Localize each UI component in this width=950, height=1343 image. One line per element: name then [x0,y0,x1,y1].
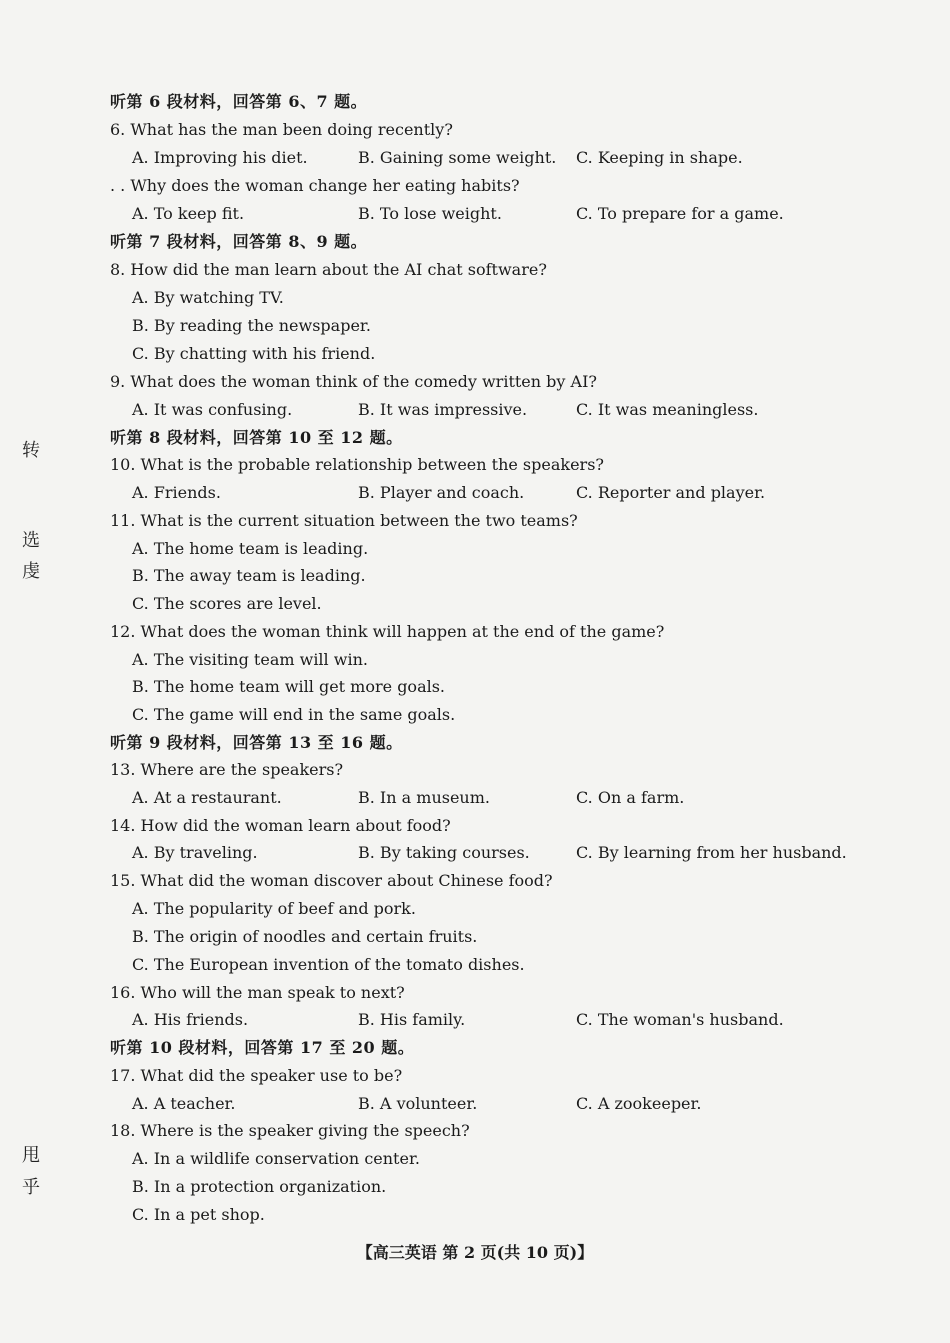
answer-option: C. Reporter and player. [576,483,766,502]
answer-option: C. It was meaningless. [576,400,759,419]
question-text: 15. What did the woman discover about Chinese food? [110,871,553,890]
answer-option: B. The away team is leading. [132,566,366,585]
question-text: 6. What has the man been doing recently? [110,120,453,139]
answer-option: A. His friends. [132,1010,249,1029]
margin-mark: 乎 [22,1177,40,1198]
answer-option: B. Player and coach. [358,483,525,502]
answer-option: A. By watching TV. [132,288,284,307]
answer-option: A. Friends. [132,483,221,502]
answer-option: B. A volunteer. [358,1094,478,1113]
question-text: 17. What did the speaker use to be? [110,1066,403,1085]
question-text: 9. What does the woman think of the comedy written by AI? [110,372,597,391]
answer-option: C. Keeping in shape. [576,148,743,167]
answer-option: C. On a farm. [576,788,685,807]
question-text: 18. Where is the speaker giving the speech? [110,1121,470,1140]
answer-option: C. The scores are level. [132,594,322,613]
margin-mark: 选 [22,530,40,551]
answer-option: B. The home team will get more goals. [132,677,446,696]
question-text: 10. What is the probable relationship between the speakers? [110,455,604,474]
question-text: 8. How did the man learn about the AI chat software? [110,260,547,279]
question-text: 12. What does the woman think will happen at the end of the game? [110,622,665,641]
section-heading: 听第 6 段材料，回答第 6、7 题。 [110,92,368,111]
answer-option: A. At a restaurant. [132,788,282,807]
answer-option: A. It was confusing. [132,400,293,419]
answer-option: B. In a protection organization. [132,1177,387,1196]
question-text: 11. What is the current situation between the two teams? [110,511,578,530]
question-text: 14. How did the woman learn about food? [110,816,451,835]
answer-option: A. Improving his diet. [132,148,308,167]
page-footer: 【高三英语 第 2 页(共 10 页)】 [356,1243,594,1262]
answer-option: B. By reading the newspaper. [132,316,371,335]
section-heading: 听第 9 段材料，回答第 13 至 16 题。 [110,733,403,752]
answer-option: A. The popularity of beef and pork. [132,899,416,918]
answer-option: B. By taking courses. [358,843,530,862]
margin-mark: 甩 [22,1145,40,1166]
answer-option: A. In a wildlife conservation center. [132,1149,420,1168]
answer-option: B. It was impressive. [358,400,528,419]
margin-mark: 虔 [22,561,40,582]
answer-option: C. The European invention of the tomato dishes. [132,955,525,974]
answer-option: B. Gaining some weight. [358,148,557,167]
answer-option: B. In a museum. [358,788,490,807]
answer-option: C. The woman's husband. [576,1010,784,1029]
answer-option: A. The home team is leading. [132,539,369,558]
answer-option: B. To lose weight. [358,204,502,223]
answer-option: B. The origin of noodles and certain fruits. [132,927,478,946]
question-text: 16. Who will the man speak to next? [110,983,405,1002]
answer-option: C. A zookeeper. [576,1094,702,1113]
answer-option: C. By learning from her husband. [576,843,847,862]
answer-option: A. To keep fit. [132,204,245,223]
margin-mark: 转 [22,440,40,461]
section-heading: 听第 8 段材料，回答第 10 至 12 题。 [110,428,403,447]
section-heading: 听第 7 段材料，回答第 8、9 题。 [110,232,368,251]
section-heading: 听第 10 段材料，回答第 17 至 20 题。 [110,1038,415,1057]
answer-option: B. His family. [358,1010,466,1029]
question-text: . . Why does the woman change her eating habits? [110,176,520,195]
answer-option: A. A teacher. [132,1094,236,1113]
answer-option: A. By traveling. [132,843,258,862]
question-text: 13. Where are the speakers? [110,760,344,779]
answer-option: C. To prepare for a game. [576,204,784,223]
answer-option: C. The game will end in the same goals. [132,705,456,724]
answer-option: C. By chatting with his friend. [132,344,376,363]
answer-option: A. The visiting team will win. [132,650,368,669]
answer-option: C. In a pet shop. [132,1205,265,1224]
